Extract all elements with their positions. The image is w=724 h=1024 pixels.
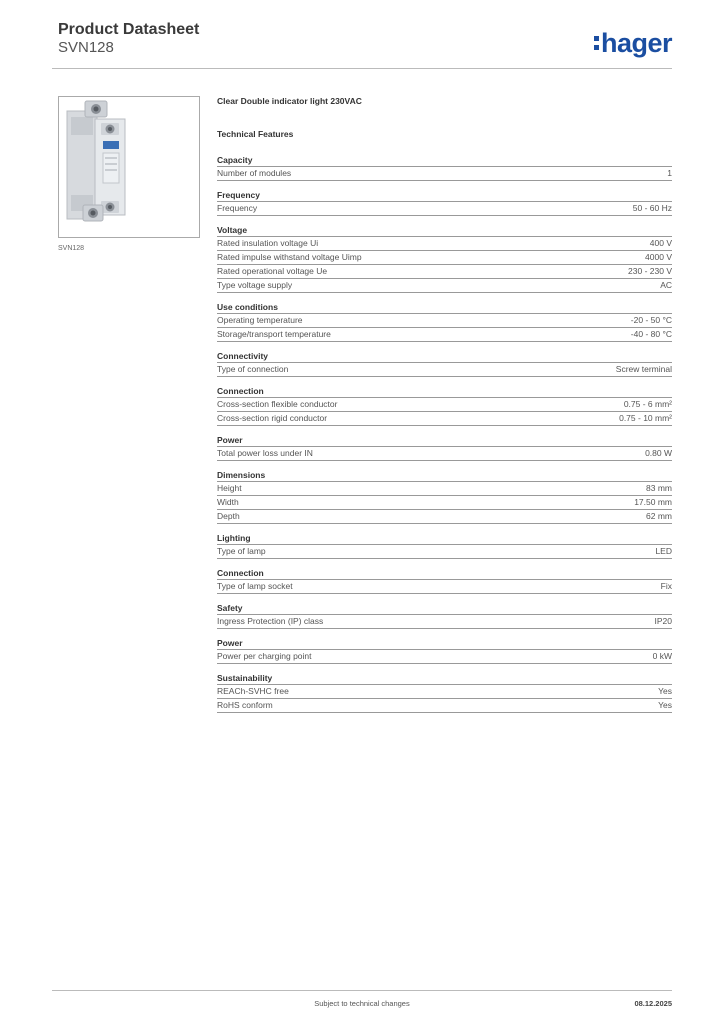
group-title: Dimensions	[217, 470, 672, 482]
feature-value: 17.50 mm	[634, 497, 672, 507]
footer-divider	[52, 990, 672, 991]
feature-label: Width	[217, 497, 239, 507]
feature-value: 0.80 W	[645, 448, 672, 458]
feature-row	[217, 412, 672, 426]
feature-label: Rated insulation voltage Ui	[217, 238, 319, 248]
group-title: Safety	[217, 603, 672, 615]
feature-value: 50 - 60 Hz	[632, 203, 672, 213]
feature-group	[217, 155, 672, 181]
product-image	[58, 96, 200, 238]
group-title: Connectivity	[217, 351, 672, 363]
feature-label: Rated operational voltage Ue	[217, 266, 328, 276]
feature-value: AC	[660, 280, 672, 290]
feature-groups	[217, 155, 672, 713]
feature-value: Yes	[658, 686, 672, 696]
feature-label: Type of connection	[217, 364, 289, 374]
feature-row	[217, 650, 672, 664]
footer-date: 08.12.2025	[634, 999, 672, 1008]
feature-value: Screw terminal	[615, 364, 672, 374]
modular-device-icon	[59, 97, 199, 237]
feature-row	[217, 202, 672, 216]
feature-label: Depth	[217, 511, 240, 521]
feature-row	[217, 482, 672, 496]
product-code: SVN128	[58, 39, 114, 56]
feature-value: 62 mm	[646, 511, 672, 521]
group-title: Sustainability	[217, 673, 672, 685]
feature-label: REACh-SVHC free	[217, 686, 289, 696]
header-divider	[52, 68, 672, 69]
feature-group	[217, 533, 672, 559]
logo-text: hager	[600, 27, 672, 58]
feature-row	[217, 615, 672, 629]
feature-row	[217, 251, 672, 265]
feature-label: Number of modules	[217, 168, 292, 178]
feature-row	[217, 580, 672, 594]
feature-value: 0.75 - 6 mm²	[623, 399, 672, 409]
feature-value: -40 - 80 °C	[630, 329, 672, 339]
feature-row	[217, 447, 672, 461]
feature-row	[217, 279, 672, 293]
feature-value: 4000 V	[645, 252, 672, 262]
brand-logo	[594, 28, 672, 58]
feature-row	[217, 398, 672, 412]
group-title: Frequency	[217, 190, 672, 202]
feature-label: Cross-section flexible conductor	[217, 399, 338, 409]
group-title: Power	[217, 435, 672, 447]
feature-label: Rated impulse withstand voltage Uimp	[217, 252, 362, 262]
technical-features	[217, 96, 672, 722]
group-title: Connection	[217, 568, 672, 580]
feature-label: Frequency	[217, 203, 258, 213]
feature-row	[217, 496, 672, 510]
feature-row	[217, 328, 672, 342]
feature-row	[217, 685, 672, 699]
feature-label: Cross-section rigid conductor	[217, 413, 328, 423]
feature-row	[217, 363, 672, 377]
feature-label: Total power loss under IN	[217, 448, 313, 458]
feature-group	[217, 351, 672, 377]
feature-group	[217, 603, 672, 629]
feature-label: Type voltage supply	[217, 280, 293, 290]
feature-row	[217, 237, 672, 251]
feature-value: 0 kW	[652, 651, 672, 661]
feature-value: Fix	[660, 581, 672, 591]
feature-value: -20 - 50 °C	[630, 315, 672, 325]
feature-label: Ingress Protection (IP) class	[217, 616, 324, 626]
logo-mark-icon	[594, 36, 599, 50]
feature-row	[217, 167, 672, 181]
feature-label: Height	[217, 483, 242, 493]
feature-row	[217, 314, 672, 328]
feature-group	[217, 190, 672, 216]
product-description: Clear Double indicator light 230VAC	[217, 96, 362, 106]
group-title: Capacity	[217, 155, 672, 167]
feature-group	[217, 568, 672, 594]
feature-group	[217, 470, 672, 524]
feature-group	[217, 435, 672, 461]
feature-label: Operating temperature	[217, 315, 303, 325]
feature-group	[217, 673, 672, 713]
feature-group	[217, 302, 672, 342]
feature-value: IP20	[654, 616, 672, 626]
feature-group	[217, 638, 672, 664]
feature-row	[217, 699, 672, 713]
feature-value: 0.75 - 10 mm²	[619, 413, 672, 423]
feature-row	[217, 510, 672, 524]
group-title: Lighting	[217, 533, 672, 545]
feature-value: 83 mm	[646, 483, 672, 493]
feature-group	[217, 386, 672, 426]
feature-value: 1	[667, 168, 672, 178]
group-title: Use conditions	[217, 302, 672, 314]
group-title: Connection	[217, 386, 672, 398]
group-title: Voltage	[217, 225, 672, 237]
feature-label: Type of lamp socket	[217, 581, 293, 591]
feature-group	[217, 225, 672, 293]
group-title: Power	[217, 638, 672, 650]
feature-value: LED	[655, 546, 672, 556]
feature-label: Type of lamp	[217, 546, 266, 556]
feature-value: 230 - 230 V	[628, 266, 672, 276]
feature-value: 400 V	[649, 238, 672, 248]
feature-label: Storage/transport temperature	[217, 329, 331, 339]
section-title: Technical Features	[217, 129, 294, 139]
image-caption: SVN128	[58, 245, 85, 252]
feature-value: Yes	[658, 700, 672, 710]
footer-note: Subject to technical changes	[314, 999, 410, 1008]
feature-label: Power per charging point	[217, 651, 312, 661]
feature-label: RoHS conform	[217, 700, 273, 710]
feature-row	[217, 265, 672, 279]
page-title: Product Datasheet	[58, 21, 200, 38]
feature-row	[217, 545, 672, 559]
